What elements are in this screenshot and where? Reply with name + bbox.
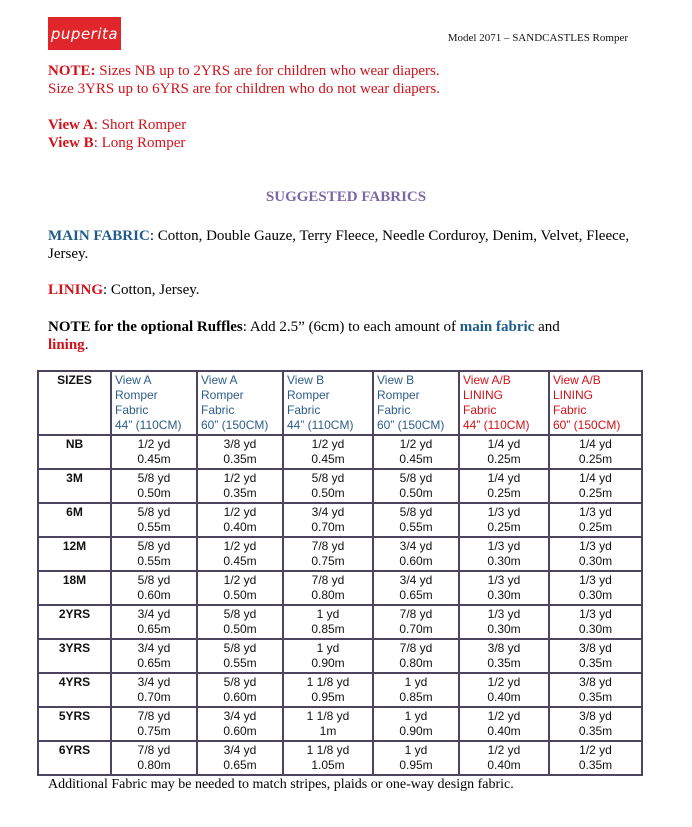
yards-value: 1 1/8 yd [306, 709, 350, 723]
amount-cell [549, 707, 642, 741]
meters-value: 0.90m [399, 724, 433, 738]
header-line: Fabric [115, 403, 149, 417]
lining-label: LINING [48, 282, 104, 298]
yards-value: 1/3 yd [579, 539, 612, 553]
ruffles-text: : Add 2.5” (6cm) to each amount of [242, 319, 460, 335]
view-b-text: : Long Romper [93, 135, 186, 151]
yards-value: 7/8 yd [399, 641, 433, 655]
yards-value: 5/8 yd [137, 539, 171, 553]
yards-value: 1 yd [316, 641, 340, 655]
amount-cell [459, 741, 549, 775]
ruffles-main: main fabric [459, 319, 535, 335]
meters-value: 0.40m [487, 690, 521, 704]
yards-value: 1/3 yd [487, 505, 521, 519]
meters-value: 0.30m [578, 622, 613, 636]
amount-cell [459, 503, 549, 537]
main-fabric [48, 227, 648, 263]
amount-cell [111, 639, 197, 673]
amount-cell [459, 707, 549, 741]
meters-value: 0.30m [578, 554, 613, 568]
yards-value: 3/8 yd [579, 675, 612, 689]
amount-cell [197, 605, 283, 639]
yards-value: 1/3 yd [579, 573, 612, 587]
diaper-note [48, 62, 440, 98]
amount-cell [459, 435, 549, 469]
meters-value: 0.45m [223, 554, 257, 568]
header-line: 44” (110CM) [115, 418, 182, 432]
table-row [38, 469, 642, 503]
amount-cell [459, 469, 549, 503]
header-line: 60” (150CM) [201, 418, 269, 432]
meters-value: 0.30m [487, 554, 521, 568]
amount-cell [197, 503, 283, 537]
column-header [373, 371, 459, 435]
size-cell: 4YRS [38, 673, 111, 707]
meters-value: 1.05m [311, 758, 345, 772]
ruffles-label: NOTE for the optional Ruffles [48, 319, 243, 335]
meters-value: 0.35m [578, 758, 613, 772]
meters-value: 0.65m [137, 656, 171, 670]
size-cell: 6YRS [38, 741, 111, 775]
meters-value: 0.45m [137, 452, 171, 466]
meters-value: 0.45m [311, 452, 345, 466]
header-line: 60” (150CM) [377, 418, 445, 432]
amount-cell [549, 605, 642, 639]
yards-value: 1/2 yd [223, 471, 257, 485]
yards-value: 7/8 yd [137, 743, 171, 757]
meters-value: 0.60m [399, 554, 433, 568]
meters-value: 0.70m [311, 520, 345, 534]
meters-value: 0.95m [399, 758, 433, 772]
size-cell: 5YRS [38, 707, 111, 741]
meters-value: 0.30m [487, 622, 521, 636]
meters-value: 0.70m [399, 622, 433, 636]
header-line: Fabric [287, 403, 321, 417]
amount-cell [459, 673, 549, 707]
amount-cell [111, 435, 197, 469]
yards-value: 1/3 yd [579, 505, 612, 519]
meters-value: 0.35m [578, 656, 613, 670]
amount-cell [197, 707, 283, 741]
meters-value: 1m [319, 724, 337, 738]
ruffles-and: and [534, 319, 560, 335]
amount-cell [549, 673, 642, 707]
main-fabric-text: : Cotton, Double Gauze, Terry Fleece, Needle Corduroy, Denim, Velvet, Fleece, Jersey. [48, 228, 630, 262]
meters-value: 0.25m [578, 520, 613, 534]
yards-value: 1/3 yd [579, 607, 612, 621]
column-header [111, 371, 197, 435]
meters-value: 0.80m [399, 656, 433, 670]
amount-cell [459, 605, 549, 639]
header-line: 44” (110CM) [463, 418, 530, 432]
meters-value: 0.25m [487, 520, 521, 534]
amount-cell [373, 469, 459, 503]
yards-value: 1/2 yd [223, 505, 257, 519]
yards-value: 3/4 yd [137, 641, 171, 655]
note-label: NOTE: [48, 63, 96, 79]
amount-cell [373, 571, 459, 605]
size-cell: 2YRS [38, 605, 111, 639]
header-line: Romper [377, 388, 420, 402]
yards-value: 1/3 yd [487, 539, 521, 553]
amount-cell [197, 571, 283, 605]
amount-cell [549, 469, 642, 503]
amount-cell [283, 435, 373, 469]
meters-value: 0.55m [223, 656, 257, 670]
meters-value: 0.40m [487, 758, 521, 772]
meters-value: 0.35m [223, 486, 257, 500]
header-line: Fabric [377, 403, 411, 417]
column-header [283, 371, 373, 435]
meters-value: 0.85m [311, 622, 345, 636]
yards-value: 1/2 yd [223, 573, 257, 587]
note-line1: Sizes NB up to 2YRS are for children who wear diapers. [95, 63, 440, 79]
size-cell: 3M [38, 469, 111, 503]
table-row [38, 503, 642, 537]
amount-cell [197, 537, 283, 571]
amount-cell [459, 639, 549, 673]
column-header [549, 371, 642, 435]
amount-cell [549, 537, 642, 571]
yards-value: 1/4 yd [579, 437, 612, 451]
amount-cell [373, 435, 459, 469]
yards-value: 1/2 yd [223, 539, 257, 553]
yards-value: 5/8 yd [399, 505, 433, 519]
table-section [37, 370, 641, 793]
meters-value: 0.60m [223, 724, 257, 738]
amount-cell [549, 571, 642, 605]
section-title: SUGGESTED FABRICS [265, 189, 427, 205]
meters-value: 0.50m [137, 486, 171, 500]
amount-cell [111, 503, 197, 537]
meters-value: 0.80m [311, 588, 345, 602]
meters-value: 0.95m [311, 690, 345, 704]
header-line: LINING [463, 388, 504, 402]
meters-value: 0.55m [137, 554, 171, 568]
meters-value: 0.50m [223, 588, 257, 602]
amount-cell [197, 673, 283, 707]
yards-value: 3/4 yd [399, 539, 433, 553]
table-row [38, 639, 642, 673]
table-row [38, 673, 642, 707]
puperita-logo: puperita [48, 17, 121, 50]
meters-value: 0.75m [137, 724, 171, 738]
yards-value: 3/8 yd [579, 641, 612, 655]
header-line: Romper [287, 388, 330, 402]
meters-value: 0.25m [578, 486, 613, 500]
header-line: View B [377, 373, 415, 387]
column-header [197, 371, 283, 435]
yards-value: 3/8 yd [487, 641, 521, 655]
yards-value: 5/8 yd [223, 607, 257, 621]
header-line: Romper [201, 388, 244, 402]
amount-cell [197, 469, 283, 503]
yards-value: 5/8 yd [137, 471, 171, 485]
yards-value: 3/4 yd [137, 607, 171, 621]
column-header [38, 371, 111, 435]
amount-cell [197, 639, 283, 673]
view-a-label: View A [48, 117, 94, 133]
meters-value: 0.55m [137, 520, 171, 534]
yards-value: 1 yd [404, 709, 428, 723]
lining-text: : Cotton, Jersey. [103, 282, 200, 298]
table-row [38, 435, 642, 469]
yards-value: 3/4 yd [223, 709, 257, 723]
table-row [38, 707, 642, 741]
yards-value: 7/8 yd [137, 709, 171, 723]
yards-value: 5/8 yd [399, 471, 433, 485]
yards-value: 1/2 yd [487, 709, 521, 723]
meters-value: 0.40m [223, 520, 257, 534]
lining [48, 281, 200, 299]
yards-value: 1/2 yd [137, 437, 171, 451]
ruffles-end: . [84, 337, 89, 353]
amount-cell [549, 741, 642, 775]
size-cell: 12M [38, 537, 111, 571]
meters-value: 0.30m [487, 588, 521, 602]
meters-value: 0.90m [311, 656, 345, 670]
meters-value: 0.60m [223, 690, 257, 704]
header-line: 44” (110CM) [287, 418, 354, 432]
meters-value: 0.65m [223, 758, 257, 772]
yards-value: 1 yd [404, 743, 428, 757]
amount-cell [283, 469, 373, 503]
meters-value: 0.40m [487, 724, 521, 738]
amount-cell [373, 673, 459, 707]
yards-value: 7/8 yd [311, 539, 345, 553]
amount-cell [373, 605, 459, 639]
view-b-label: View B [48, 135, 94, 151]
amount-cell [283, 605, 373, 639]
amount-cell [283, 537, 373, 571]
meters-value: 0.65m [137, 622, 171, 636]
yards-value: 1 yd [316, 607, 340, 621]
header-line: View A [201, 373, 238, 387]
yards-value: 1 1/8 yd [306, 743, 350, 757]
amount-cell [459, 537, 549, 571]
meters-value: 0.50m [399, 486, 433, 500]
amount-cell [283, 741, 373, 775]
amount-cell [459, 571, 549, 605]
amount-cell [111, 571, 197, 605]
size-cell: 18M [38, 571, 111, 605]
meters-value: 0.35m [578, 724, 613, 738]
yards-value: 1 yd [404, 675, 428, 689]
amount-cell [197, 435, 283, 469]
yards-value: 1/2 yd [487, 743, 521, 757]
note-line2: Size 3YRS up to 6YRS are for children who do not wear diapers. [48, 81, 441, 97]
amount-cell [373, 537, 459, 571]
meters-value: 0.55m [399, 520, 433, 534]
amount-cell [197, 741, 283, 775]
amount-cell [111, 707, 197, 741]
yards-value: 5/8 yd [223, 675, 257, 689]
yards-value: 1/4 yd [487, 471, 521, 485]
table-row [38, 741, 642, 775]
yards-value: 3/4 yd [399, 573, 433, 587]
table-row [38, 605, 642, 639]
amount-cell [373, 707, 459, 741]
yards-value: 1/3 yd [487, 607, 521, 621]
model-title: Model 2071 – SANDCASTLES Romper [447, 32, 628, 44]
yards-value: 7/8 yd [311, 573, 345, 587]
yards-value: 1/4 yd [579, 471, 612, 485]
amount-cell [549, 639, 642, 673]
size-cell: 3YRS [38, 639, 111, 673]
yards-value: 1/2 yd [579, 743, 612, 757]
header-line: 60” (150CM) [553, 418, 621, 432]
yards-value: 3/8 yd [579, 709, 612, 723]
amount-cell [373, 503, 459, 537]
yards-value: 1/2 yd [399, 437, 433, 451]
meters-value: 0.25m [487, 452, 521, 466]
yards-value: 1/2 yd [487, 675, 521, 689]
amount-cell [549, 503, 642, 537]
view-a-text: : Short Romper [93, 117, 187, 133]
main-fabric-label: MAIN FABRIC [48, 228, 150, 244]
amount-cell [283, 673, 373, 707]
meters-value: 0.25m [578, 452, 613, 466]
amount-cell [111, 673, 197, 707]
meters-value: 0.25m [487, 486, 521, 500]
amount-cell [111, 605, 197, 639]
column-header [459, 371, 549, 435]
amount-cell [373, 639, 459, 673]
header-line: View B [287, 373, 325, 387]
yards-value: 1/4 yd [487, 437, 521, 451]
yards-value: 5/8 yd [137, 505, 171, 519]
yards-value: 1/3 yd [487, 573, 521, 587]
meters-value: 0.35m [578, 690, 613, 704]
meters-value: 0.80m [137, 758, 171, 772]
meters-value: 0.50m [223, 622, 257, 636]
yards-value: 1 1/8 yd [306, 675, 350, 689]
table-header-row [38, 371, 642, 435]
meters-value: 0.60m [137, 588, 171, 602]
yards-value: 3/8 yd [223, 437, 257, 451]
ruffles-note [48, 318, 648, 354]
views [48, 116, 186, 152]
yards-value: 3/4 yd [311, 505, 345, 519]
amount-cell [111, 741, 197, 775]
meters-value: 0.70m [137, 690, 171, 704]
yards-value: 3/4 yd [223, 743, 257, 757]
meters-value: 0.50m [311, 486, 345, 500]
header-line: Romper [115, 388, 158, 402]
meters-value: 0.45m [399, 452, 433, 466]
yards-value: 5/8 yd [137, 573, 171, 587]
footer-note: Additional Fabric may be needed to match stripes, plaids or one-way design fabric. [48, 777, 514, 792]
table-row [38, 537, 642, 571]
header-line: Fabric [553, 403, 587, 417]
amount-cell [111, 537, 197, 571]
header-line: View A [115, 373, 152, 387]
meters-value: 0.65m [399, 588, 433, 602]
size-cell: NB [38, 435, 111, 469]
amount-cell [283, 707, 373, 741]
meters-value: 0.35m [487, 656, 521, 670]
meters-value: 0.75m [311, 554, 345, 568]
table-row [38, 571, 642, 605]
meters-value: 0.30m [578, 588, 613, 602]
yards-value: 3/4 yd [137, 675, 171, 689]
meters-value: 0.35m [223, 452, 257, 466]
header-line: View A/B [463, 373, 511, 387]
ruffles-lining: lining [48, 337, 85, 353]
header-line: Fabric [463, 403, 497, 417]
header-line: LINING [553, 388, 594, 402]
amount-cell [283, 571, 373, 605]
yards-value: 5/8 yd [223, 641, 257, 655]
size-cell: 6M [38, 503, 111, 537]
amount-cell [549, 435, 642, 469]
amount-cell [283, 503, 373, 537]
meters-value: 0.85m [399, 690, 433, 704]
header-line: Fabric [201, 403, 235, 417]
fabric-table [37, 370, 643, 776]
header-line: View A/B [553, 373, 601, 387]
yards-value: 1/2 yd [311, 437, 345, 451]
yards-value: 5/8 yd [311, 471, 345, 485]
amount-cell [283, 639, 373, 673]
amount-cell [373, 741, 459, 775]
header-line: SIZES [57, 373, 92, 387]
amount-cell [111, 469, 197, 503]
yards-value: 7/8 yd [399, 607, 433, 621]
